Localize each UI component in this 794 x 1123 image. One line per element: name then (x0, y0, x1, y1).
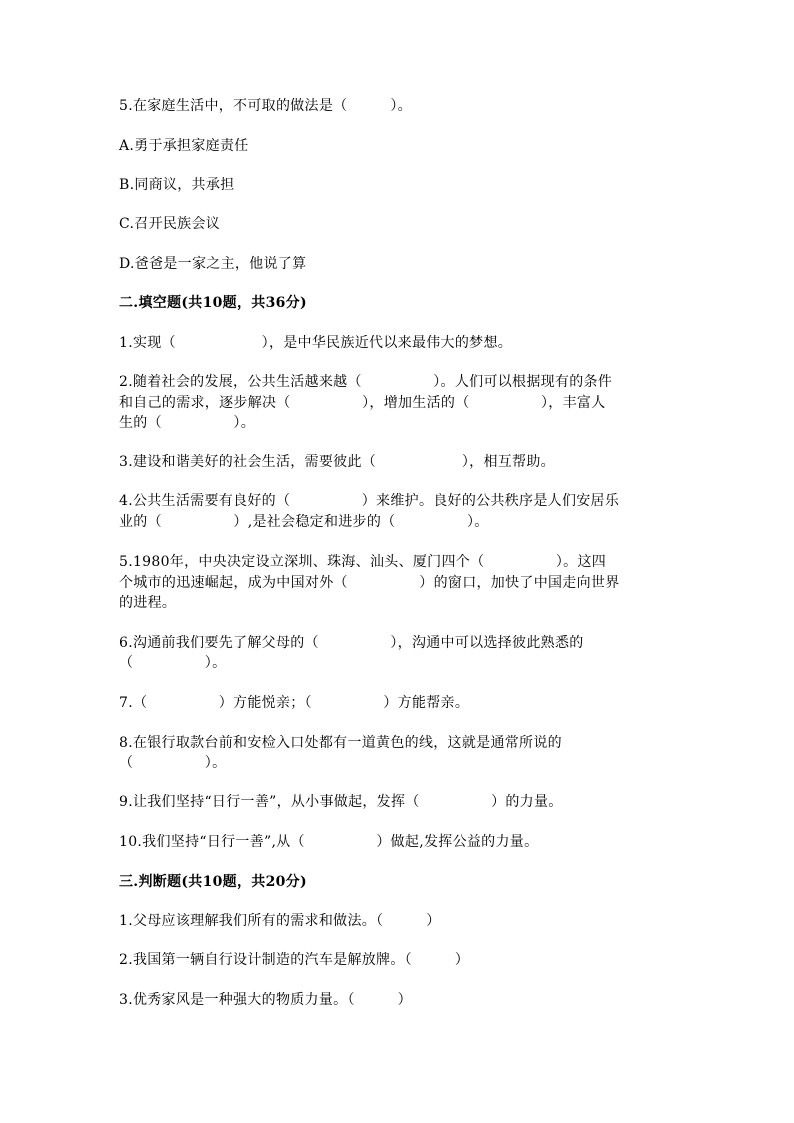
fill-q5-line1: 5.1980年，中央决定设立深圳、珠海、汕头、厦门四个（ ）。这四 (119, 554, 607, 570)
fill-q6-line1: 6.沟通前我们要先了解父母的（ ），沟通中可以选择彼此熟悉的 (119, 635, 584, 651)
fill-q4-line1: 4.公共生活需要有良好的（ ）来维护。良好的公共秩序是人们安居乐 (119, 493, 620, 509)
fill-q7-line1: 7.（ ）方能悦亲；（ ）方能帮亲。 (119, 695, 470, 711)
mc-q5-option-c: C.召开民族会议 (119, 216, 221, 232)
judge-q2: 2.我国第一辆自行设计制造的汽车是解放牌。（ ） (119, 952, 470, 968)
mc-q5-option-d: D.爸爸是一家之主，他说了算 (119, 256, 307, 272)
fill-q6-line2: （ ）。 (119, 655, 227, 671)
fill-q5-line3: 的进程。 (119, 595, 177, 611)
fill-q3-line1: 3.建设和谐美好的社会生活，需要彼此（ ），相互帮助。 (119, 454, 555, 470)
fill-q2-line3: 生的（ ）。 (119, 415, 255, 431)
fill-q4-line2: 业的（ ）,是社会稳定和进步的（ ）。 (119, 514, 489, 530)
fill-q5-line2: 个城市的迅速崛起，成为中国对外（ ）的窗口，加快了中国走向世界 (119, 575, 620, 591)
mc-q5-option-b: B.同商议，共承担 (119, 177, 235, 193)
fill-q8-line1: 8.在银行取款台前和安检入口处都有一道黄色的线，这就是通常所说的 (119, 735, 562, 751)
fill-q8-line2: （ ）。 (119, 755, 227, 771)
fill-q10-line1: 10.我们坚持“日行一善”,从（ ）做起,发挥公益的力量。 (119, 834, 539, 850)
mc-q5-stem: 5.在家庭生活中，不可取的做法是（ ）。 (119, 98, 412, 114)
fill-q1-line1: 1.实现（ ），是中华民族近代以来最伟大的梦想。 (119, 335, 513, 351)
judge-section-heading: 三.判断题(共10题，共20分) (119, 874, 307, 890)
fill-q2-line2: 和自己的需求，逐步解决（ ），增加生活的（ ），丰富人 (119, 395, 606, 411)
fill-q2-line1: 2.随着社会的发展，公共生活越来越（ ）。人们可以根据现有的条件 (119, 374, 613, 390)
fill-section-heading: 二.填空题(共10题，共36分) (119, 295, 307, 311)
judge-q1: 1.父母应该理解我们所有的需求和做法。（ ） (119, 913, 441, 929)
mc-q5-option-a: A.勇于承担家庭责任 (119, 138, 249, 154)
fill-q9-line1: 9.让我们坚持“日行一善”，从小事做起，发挥（ ）的力量。 (119, 794, 563, 810)
judge-q3: 3.优秀家风是一种强大的物质力量。（ ） (119, 992, 412, 1008)
